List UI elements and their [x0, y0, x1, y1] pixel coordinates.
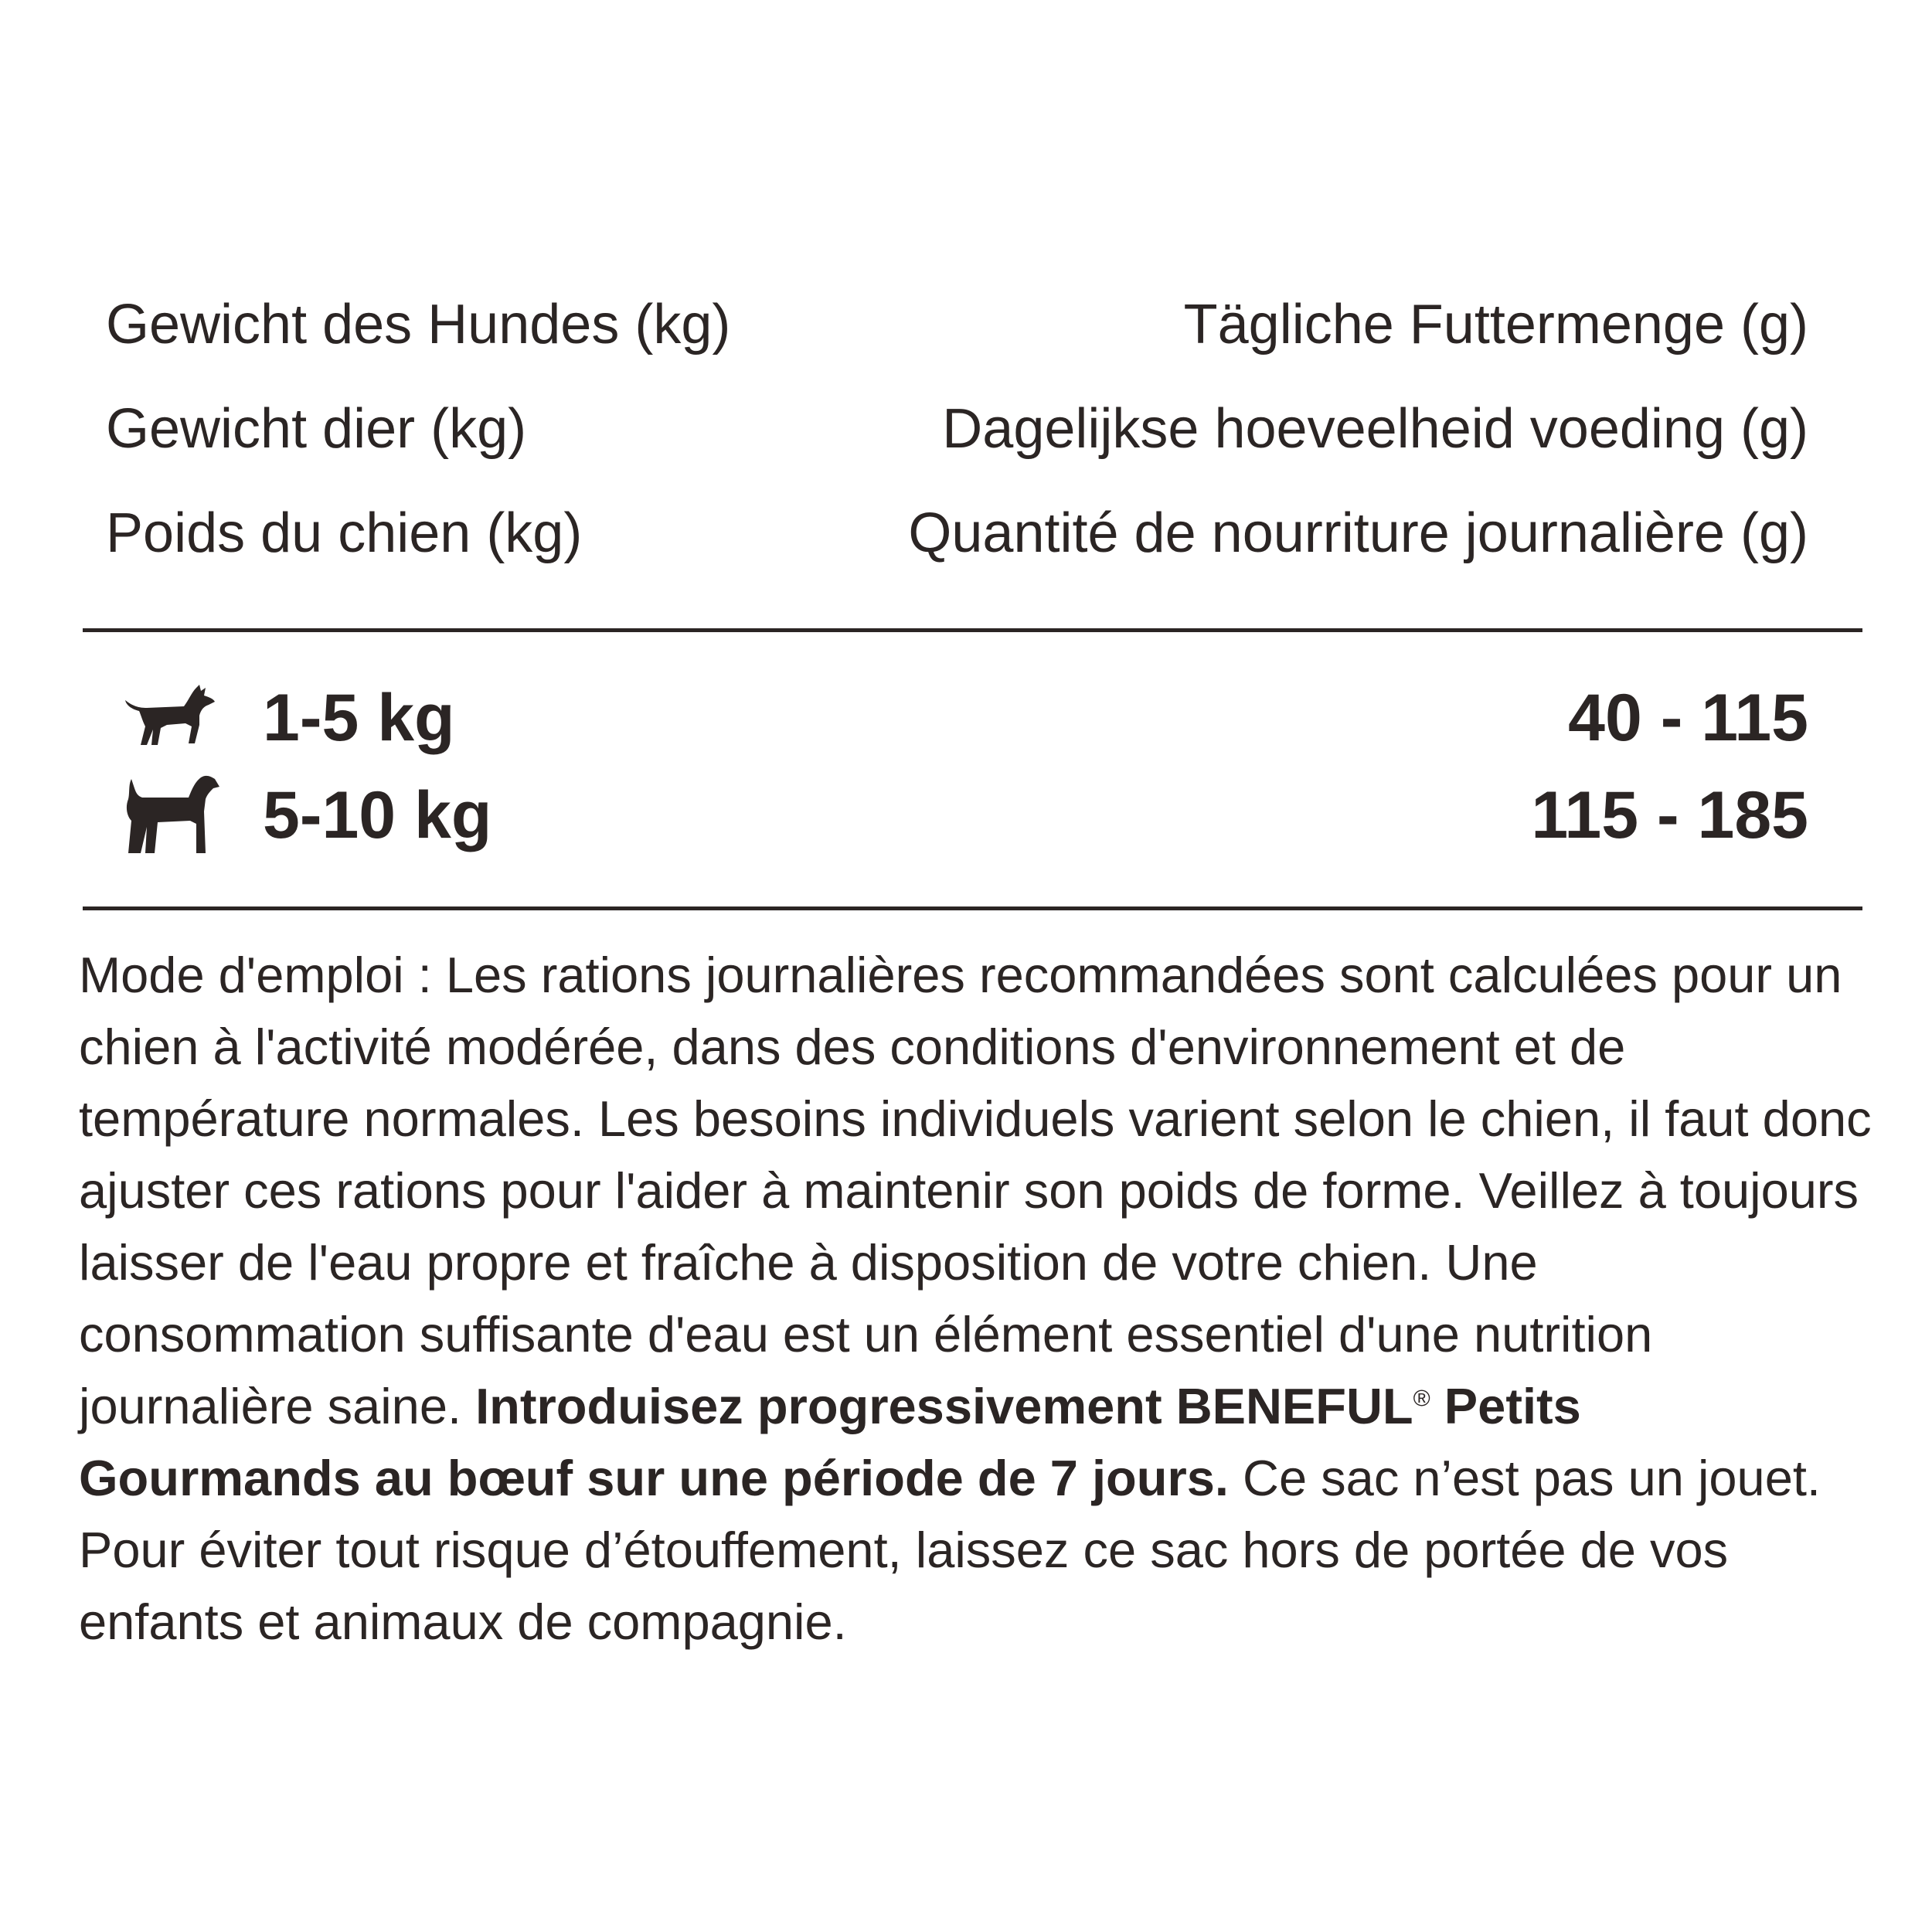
amount-label-nl: Dagelijkse hoeveelheid voeding (g)	[942, 398, 1808, 460]
weight-label-fr: Poids du chien (kg)	[106, 502, 583, 564]
usage-instructions	[79, 939, 1872, 1658]
registered-mark: ®	[1413, 1386, 1430, 1412]
top-divider	[83, 628, 1862, 632]
weight-label-nl: Gewicht dier (kg)	[106, 398, 527, 460]
instructions-bold-2: Petits Gourmands au bœuf sur une période de 7 jours.	[79, 1378, 1581, 1506]
table-header-nl	[106, 390, 1808, 468]
table-header-de	[106, 286, 1808, 363]
daily-amount: 115 - 185	[1531, 778, 1808, 852]
instructions-outro: Ce sac n’est pas un jouet. Pour éviter tout risque d’étouffement, laissez ce sac hors de portée de vos enfants et animaux de compagnie.	[79, 1450, 1821, 1650]
weight-label-de: Gewicht des Hundes (kg)	[106, 294, 731, 355]
terrier-dog-icon	[124, 773, 220, 858]
table-row	[124, 675, 1808, 760]
bottom-divider	[83, 906, 1862, 910]
weight-range: 1-5 kg	[263, 681, 455, 755]
weight-range: 5-10 kg	[263, 778, 492, 852]
table-header-fr	[106, 495, 1808, 572]
amount-label-fr: Quantité de nourriture journalière (g)	[908, 502, 1808, 564]
table-row	[124, 773, 1808, 858]
amount-label-de: Tägliche Futtermenge (g)	[1183, 294, 1808, 355]
daily-amount: 40 - 115	[1568, 681, 1808, 755]
small-dog-icon	[124, 683, 216, 753]
instructions-intro: Mode d'emploi : Les rations journalières recommandées sont calculées pour un chien à l'activité modérée, dans des conditions d'environnement et de température normales. Les besoins individuels varient selon le chien, il faut donc ajuster ces rations pour l'aider à maintenir son poids de forme. Veillez à toujours laisser de l'eau propre et fraîche à disposition de votre chien. Une consommation suffisante d'eau est un élément essentiel d'une nutrition journalière saine.	[79, 947, 1872, 1434]
instructions-bold-1: Introduisez progressivement BENEFUL	[475, 1378, 1413, 1434]
